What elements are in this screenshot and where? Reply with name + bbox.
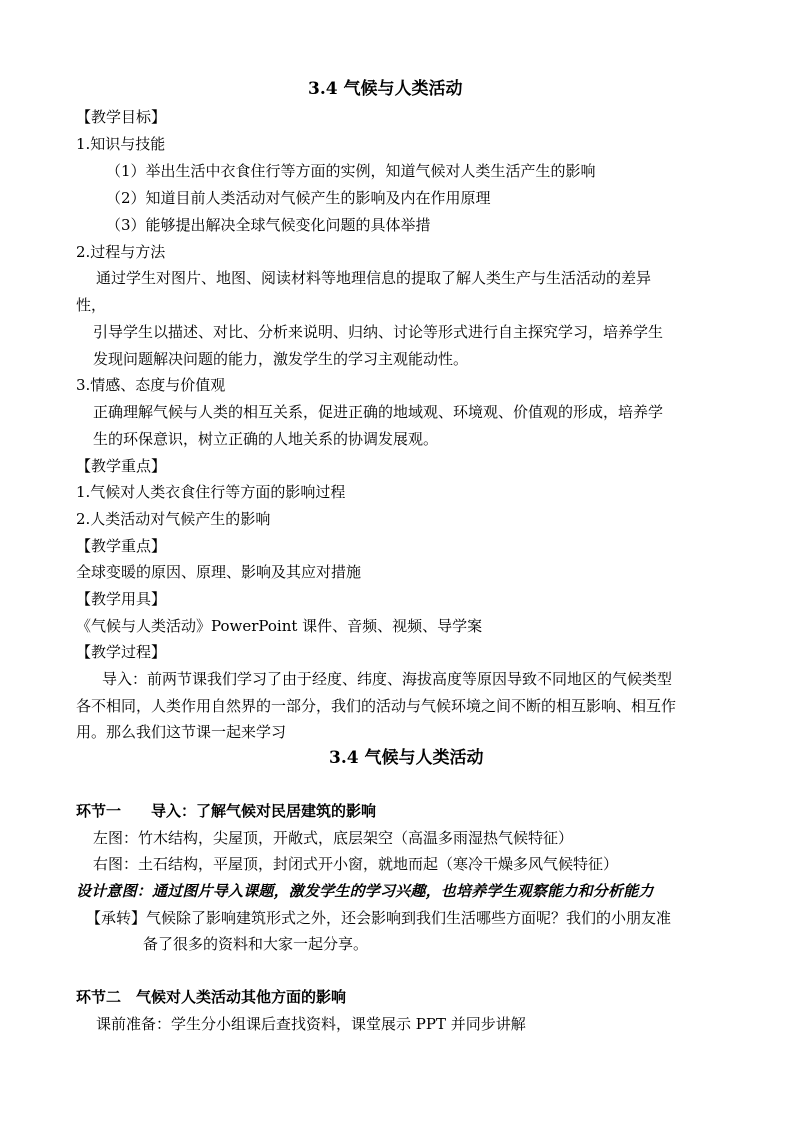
intro-paragraph-line-3: 用。那么我们这节课一起来学习 [76,723,287,741]
key-points-heading: 【教学重点】 [76,457,167,475]
process-paragraph-2-line-2: 发现问题解决问题的能力，激发学生的学习主观能动性。 [93,350,469,368]
stage-two-heading: 环节二 气候对人类活动其他方面的影响 [76,988,347,1006]
knowledge-item-1: （1）举出生活中衣食住行等方面的实例，知道气候对人类生活产生的影响 [106,162,596,180]
difficult-point-1: 全球变暖的原因、原理、影响及其应对措施 [76,563,362,581]
intro-paragraph-line-2: 各不相同，人类作用自然界的一部分，我们的活动与气候环境之间不断的相互影响、相互作 [76,697,677,715]
key-point-2: 2.人类活动对气候产生的影响 [76,510,271,528]
knowledge-heading: 1.知识与技能 [76,135,166,153]
stage-two-preparation: 课前准备：学生分小组课后查找资料，课堂展示 PPT 并同步讲解 [96,1015,526,1033]
stage-one-right-image-note: 右图：土石结构，平屋顶，封闭式开小窗，就地而起（寒冷干燥多风气候特征） [93,855,619,873]
knowledge-item-3: （3）能够提出解决全球气候变化问题的具体举措 [106,216,431,234]
intro-paragraph-line-1: 导入：前两节课我们学习了由于经度、纬度、海拔高度等原因导致不同地区的气候类型 [102,670,673,688]
design-intent: 设计意图：通过图片导入课题，激发学生的学习兴趣，也培养学生观察能力和分析能力 [76,882,654,900]
page-title: 3.4 气候与人类活动 [308,79,463,99]
teaching-process-heading: 【教学过程】 [76,643,167,661]
transition-line-1: 【承转】气候除了影响建筑形式之外，还会影响到我们生活哪些方面呢？我们的小朋友准 [86,909,672,927]
process-paragraph-1-line-2: 性， [76,296,107,314]
transition-line-2: 备了很多的资料和大家一起分享。 [143,935,369,953]
stage-one-heading: 环节一 导入：了解气候对民居建筑的影响 [76,802,377,820]
knowledge-item-2: （2）知道目前人类活动对气候产生的影响及内在作用原理 [106,189,491,207]
difficult-points-heading: 【教学重点】 [76,537,167,555]
key-point-1: 1.气候对人类衣食住行等方面的影响过程 [76,483,346,501]
teaching-tools-list: 《气候与人类活动》PowerPoint 课件、音频、视频、导学案 [76,617,483,635]
section-title: 3.4 气候与人类活动 [329,748,484,768]
goals-heading: 【教学目标】 [76,108,167,126]
emotion-paragraph-line-1: 正确理解气候与人类的相互关系，促进正确的地域观、环境观、价值观的形成，培养学 [93,403,664,421]
process-heading: 2.过程与方法 [76,243,166,261]
emotion-paragraph-line-2: 生的环保意识，树立正确的人地关系的协调发展观。 [93,430,439,448]
emotion-heading: 3.情感、态度与价值观 [76,376,226,394]
process-paragraph-2-line-1: 引导学生以描述、对比、分析来说明、归纳、讨论等形式进行自主探究学习，培养学生 [93,323,664,341]
process-paragraph-1-line-1: 通过学生对图片、地图、阅读材料等地理信息的提取了解人类生产与生活活动的差异 [96,269,652,287]
teaching-tools-heading: 【教学用具】 [76,590,167,608]
stage-one-left-image-note: 左图：竹木结构，尖屋顶，开敞式，底层架空（高温多雨湿热气候特征） [93,829,574,847]
